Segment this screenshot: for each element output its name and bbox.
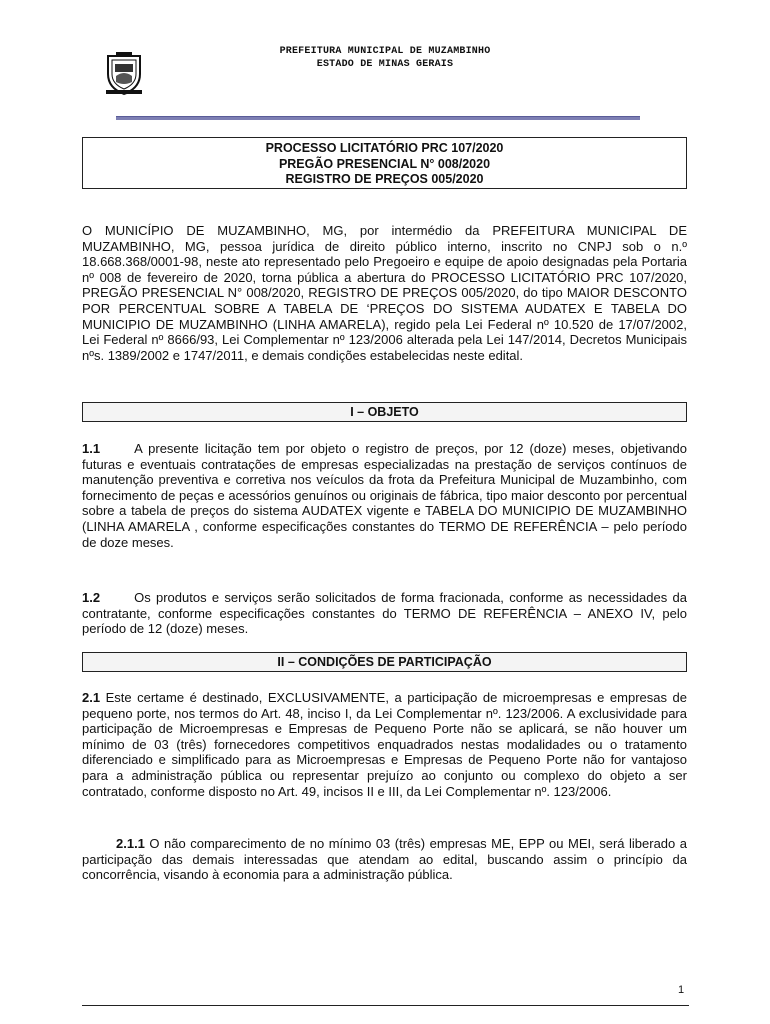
clause-text: A presente licitação tem por objeto o registro de preços, por 12 (doze) meses, objetivando futuras e eventuais contratações de empresas especializadas na prestação de serviços contínuos de manutenção preventiva e corretiva nos veículos da frota da Prefeitura Municipal de Muzambinho, com fornecimento de peças e acessórios genuínos ou originais de fábrica, tipo maior desconto por percentual sobre a tabela de preços do sistema AUDATEX vigente e TABELA DO MUNICIPIO DE MUZAMBINHO (LINHA AMARELA , conforme especificações constantes do TERMO DE REFERÊNCIA – pelo período de doze meses. <box>82 441 687 550</box>
letterhead-line-1: PREFEITURA MUNICIPAL DE MUZAMBINHO <box>279 46 491 57</box>
clause-number: 1.2 <box>82 590 101 605</box>
title-line-3: REGISTRO DE PREÇOS 005/2020 <box>285 172 484 186</box>
clause-2-1-1 <box>82 836 687 883</box>
title-line-2: PREGÃO PRESENCIAL N° 008/2020 <box>278 156 491 171</box>
clause-text: O não comparecimento de no mínimo 03 (três) empresas ME, EPP ou MEI, será liberado a participação das demais interessadas que atendam ao edital, buscando assim o princípio da concorrência, visando à economia para a administração pública. <box>82 836 687 883</box>
clause-number: 2.1 <box>82 690 101 705</box>
clause-text: Os produtos e serviços serão solicitados de forma fracionada, conforme as necessidades da contratante, conforme especificações constantes do TERMO DE REFERÊNCIA – ANEXO IV, pelo período de 12 (doze) meses. <box>82 590 687 637</box>
clause-number: 1.1 <box>82 441 101 456</box>
document-title-box <box>82 137 687 189</box>
municipal-seal-icon <box>102 52 146 96</box>
header-divider <box>116 116 640 120</box>
page-number: 1 <box>678 984 685 996</box>
clause-1-2 <box>82 590 687 637</box>
clause-1-1 <box>82 441 687 550</box>
intro-paragraph: O MUNICÍPIO DE MUZAMBINHO, MG, por intermédio da PREFEITURA MUNICIPAL DE MUZAMBINHO, MG, pessoa jurídica de direito público interno, inscrito no CNPJ sob o n.º 18.668.368/0001-98, neste ato representado pelo Pregoeiro e equipe de apoio designadas pela Portaria nº 008 de fevereiro de 2020, torna pública a abertura do PROCESSO LICITATÓRIO PRC 107/2020, PREGÃO PRESENCIAL N° 008/2020, REGISTRO DE PREÇOS 005/2020, do tipo MAIOR DESCONTO POR PERCENTUAL SOBRE A TABELA DE ‘PREÇOS DO SISTEMA AUDATEX E TABELA DO MUNICIPIO DE MUZAMBINHO (LINHA AMARELA), regido pela Lei Federal nº 10.520 de 17/07/2002, Lei Federal nº 8666/93, Lei Complementar nº 123/2006 alterada pela Lei 147/2014, Decretos Municipais nºs. 1389/2002 e 1747/2011, e demais condições estabelecidas neste edital. <box>82 223 687 363</box>
footer-divider <box>82 1005 689 1006</box>
section-heading-objeto: I – OBJETO <box>82 402 687 422</box>
letterhead-line-2: ESTADO DE MINAS GERAIS <box>316 59 454 70</box>
clause-2-1 <box>82 690 687 799</box>
clause-number: 2.1.1 <box>116 836 145 851</box>
title-line-1: PROCESSO LICITATÓRIO PRC 107/2020 <box>265 141 504 155</box>
letterhead <box>230 45 540 71</box>
section-heading-participacao: II – CONDIÇÕES DE PARTICIPAÇÃO <box>82 652 687 672</box>
clause-text: Este certame é destinado, EXCLUSIVAMENTE, a participação de microempresas e empresas de pequeno porte, nos termos do Art. 48, inciso I, da Lei Complementar nº. 123/2006. A exclusividade para participação de Microempresas e Empresas de Pequeno Porte não se aplicará, se não houver um mínimo de 03 (três) fornecedores competitivos enquadrados nestas modalidades ou o tratamento diferenciado e simplificado para as Microempresas e Empresas de Pequeno Porte não for vantajoso para a administração pública ou representar prejuízo ao conjunto ou complexo do objeto a ser contratado, conforme disposto no Art. 49, incisos II e III, da Lei Complementar nº. 123/2006. <box>82 690 687 799</box>
